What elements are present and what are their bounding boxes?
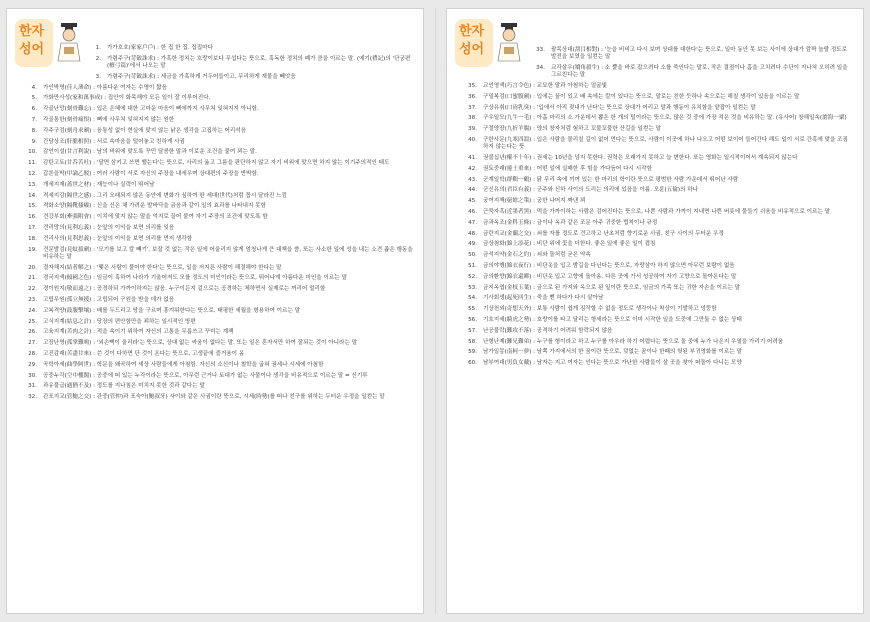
idiom-list-item [457, 274, 853, 281]
item-number: 14. [28, 192, 37, 199]
idiom-list-item [457, 166, 853, 173]
idiom-list-item [17, 214, 413, 221]
item-number: 26. [28, 329, 37, 336]
item-text: 격화소양(隔靴搔癢) : 신을 신은 채 가려운 발바닥을 긁음과 같이 일의 효과를 나타내지 못함 [43, 203, 266, 210]
item-text: 금의환향(錦衣還鄕) : 비단옷 입고 고향에 돌아옴. 다른 곳에 가서 성공하여 자기 고향으로 돌아온다는 말 [483, 273, 737, 280]
idiom-list-item [17, 193, 413, 200]
item-text: 가인박명(佳人薄命) : 아름다운 여자는 수명이 짧음 [43, 84, 167, 91]
idiom-list-item [457, 263, 853, 270]
item-text: 결자해지(結者解之) : '맺은 사람이 풀어야 한다'는 뜻으로, 일을 저지른 사람이 해결해야 한다는 말 [43, 264, 282, 271]
item-number: 42. [468, 165, 477, 172]
idiom-list-item [17, 340, 413, 347]
idiom-list-item [457, 94, 853, 101]
idiom-list-item [17, 319, 413, 326]
idiom-list-item [457, 328, 853, 335]
idiom-list-item [17, 171, 413, 178]
item-number: 31. [28, 383, 37, 390]
item-number: 38. [468, 115, 477, 122]
item-number: 55. [468, 306, 477, 313]
item-text: 개세지재(蓋世之材) : 재능이나 실력이 뛰어남 [43, 181, 155, 188]
idiom-list-item [457, 115, 853, 122]
item-text: 구절양장(九折羊腸) : 양의 창자처럼 험하고 꼬불꼬불한 산길을 일컫는 말 [483, 126, 661, 133]
idiom-list-item [17, 106, 413, 113]
idiom-list-item [457, 349, 853, 356]
item-number: 39. [468, 126, 477, 133]
idiom-list-item [457, 105, 853, 112]
item-text: 군신유의(君臣有義) : 군주와 신하 사이의 도리는 의리에 있음을 이름. 오륜(五倫)의 하나 [483, 187, 699, 194]
item-number: 53. [468, 284, 477, 291]
idiom-list-item [457, 360, 853, 367]
item-text: 견리사의(見利思義) : 눈앞의 이익을 보면 의리를 먼저 생각함 [43, 235, 193, 242]
idiom-list-item [457, 137, 853, 151]
item-text: 각골통한(刻骨痛恨) : 뼈에 사무쳐 잊혀지지 않는 원한 [43, 116, 175, 123]
item-text: 가렴주구(苛斂誅求) : 가혹한 정치는 호랑이보다 무섭다는 뜻으로, 혹독한 정치의 폐가 큼을 이르는 말. (예기(禮記)의 '단궁편(檀弓篇)'에서 나오는 말 [107, 55, 411, 69]
idiom-list-item [17, 286, 413, 293]
idiom-list-item [457, 209, 853, 216]
idiom-list-item [457, 198, 853, 205]
item-text: 가화만사성(家和萬事成) : 집안이 화목해야 모든 일이 잘 이루어진다. [43, 95, 211, 102]
item-number: 33. [536, 47, 545, 53]
item-text: 감탄고토(甘呑苦吐) : '달면 삼키고 쓰면 뱉는다'는 뜻으로, 사리의 옳고 그름을 판단하지 않고 자기 비위에 맞으면 하지 않는 이기주의적인 태도 [43, 160, 390, 167]
idiom-list-item [457, 295, 853, 302]
item-number: 16. [28, 214, 37, 221]
item-number: 5. [31, 95, 37, 102]
item-text: 구상유취(口尙乳臭) : '입에서 아직 젖내가 난다'는 뜻으로 상대가 어리고 말과 행동이 유치함을 얕잡아 일컫는 말 [483, 104, 756, 111]
item-number: 10. [28, 149, 37, 156]
item-number: 9. [31, 138, 37, 145]
item-text: 경국지색(傾國之色) : 임금이 혹하여 나라가 기울어져도 모를 정도의 미인이라는 뜻으로, 뛰어나게 아름다운 미인을 이르는 말 [43, 275, 347, 282]
item-number: 25. [28, 318, 37, 325]
item-number: 28. [28, 350, 37, 357]
idiom-list-item [17, 74, 413, 81]
item-number: 49. [468, 241, 477, 248]
item-number: 2. [95, 55, 101, 62]
item-text: 교각살우(矯角殺牛) : 소 뿔을 바로 잡으려다 소를 죽인다는 말로, 작은 결점이나 흠을 고치려다 수단이 지나쳐 오히려 일을 그르친다는 말 [551, 65, 848, 79]
item-number: 58. [468, 338, 477, 345]
idiom-list-item [457, 241, 853, 248]
idiom-list-item [17, 128, 413, 135]
item-number: 44. [468, 187, 477, 194]
idiom-list-item [17, 95, 413, 102]
idiom-list-item [17, 247, 413, 261]
item-number: 59. [468, 349, 477, 356]
item-number: 22. [28, 286, 37, 293]
item-text: 경이원지(敬而遠之) : 공경하되 가까이하지는 않음. 누구이든지 겉으로는 공경하는 체하면서 실제로는 꺼리어 멀리함 [43, 286, 326, 293]
item-number: 17. [28, 224, 37, 231]
idiom-list-item [17, 308, 413, 315]
idiom-list-item [457, 252, 853, 259]
item-number: 51. [468, 262, 477, 269]
item-text: 구우일모(九牛一毛) : 아홉 마리의 소 가운데서 뽑은 한 개의 털이라는 뜻으로, 많은 것 중에 가장 적은 것을 비유하는 말. (유사어) 창해일속(滄海一粟) [483, 115, 847, 122]
idiom-list-item [17, 236, 413, 243]
idiom-list-item [17, 373, 413, 380]
right-page [446, 8, 864, 614]
item-number: 27. [28, 340, 37, 347]
item-text: 금과옥조(金科玉條) : 금이나 옥과 같은 조문 아주 귀중한 법칙이나 규정 [483, 219, 658, 226]
item-number: 35. [468, 83, 477, 89]
item-number: 30. [28, 372, 37, 379]
item-number: 43. [468, 176, 477, 183]
item-number: 8. [31, 127, 37, 134]
idiom-list-item [457, 339, 853, 346]
item-text: 남가일몽(南柯一夢) : 남쪽 가지에서의 한 꿈이란 뜻으로, 덧없는 꿈이나 한때의 헛된 부귀영화를 이르는 말 [483, 349, 742, 356]
item-number: 11. [28, 160, 37, 167]
item-text: 감언이설(甘言利說) : 남의 비위에 맞도록 꾸민 달콤한 말과 이로운 조건을 붙여 꾀는 말. [43, 149, 257, 156]
idiom-list-item [457, 220, 853, 227]
item-text: 교언영색(巧言令色) : 교묘한 말과 아첨하는 얼굴빛 [483, 83, 607, 89]
item-text: 구한사문(九寒四溫) : 입은 사람을 물리칠 길이 없어 먼다는 뜻으로, 사람이 이곳에 하나 나오고 어떤 보이어 들어간다 해도 일이 서로 간혹에 맞을 조짐하지 않는다는 뜻 [483, 136, 848, 151]
item-text: 고육지계(苦肉之計) : 적을 속이기 위하여 자신의 고통을 무릅쓰고 꾸미는 계책 [43, 329, 234, 336]
item-number: 34. [536, 65, 545, 71]
item-text: 구밀복검(口蜜腹劍) : 입에는 꿀이 있고 배 속에는 칼이 있다는 뜻으로, 말로는 친한 듯하나 속으로는 해칠 생각이 있음을 이르는 말 [483, 93, 800, 100]
item-number: 52. [468, 273, 477, 280]
idiom-list-item [17, 329, 413, 336]
item-text: 각골난망(刻骨難忘) : 입은 은혜에 대한 고마운 마음이 뼈에까지 사무쳐 잊혀지지 아니함. [43, 106, 259, 113]
idiom-list-item [17, 182, 413, 189]
idiom-list-item [457, 83, 853, 90]
item-text: 견강부회(牽强附會) : 이치에 맞지 않는 말을 억지로 끌어 붙여 자기 주장의 조건에 맞도록 함 [43, 214, 268, 221]
item-number: 23. [28, 296, 37, 303]
idiom-list-item [17, 351, 413, 358]
item-text: 견문발검(見蚊拔劍) : '모기를 보고 칼 빼기', 보잘 것 없는 작은 일에 어울리지 않게 엄청나게 큰 대책을 씀, 또는 사소한 일에 성을 내는 소견 좁은 행동을 비유하는 말 [43, 246, 413, 260]
item-number: 6. [31, 106, 37, 113]
idiom-list-item [17, 265, 413, 272]
item-text: 금란지교(金蘭之交) : 쇠를 자를 정도로 견고하고 난초처럼 향기로운 사귐, 친구 사이의 두터운 우정 [483, 230, 724, 237]
idiom-list-item [457, 47, 853, 61]
item-number: 15. [28, 203, 37, 210]
item-text: 각주구검(刻舟求劍) : 융통성 없이 현실에 맞지 않는 낡은 생각을 고집하는 어리석음 [43, 127, 247, 134]
item-text: 견리망의(見利忘義) : 눈앞의 이익을 보면 의리를 잊음 [43, 224, 175, 231]
idiom-list-item [457, 155, 853, 162]
item-text: 남부여대(男負女戴) : 남자는 지고 여자는 인다는 뜻으로 가난한 사람들이 살 곳을 찾아 떠돌아 다니는 모양 [483, 360, 742, 367]
item-text: 기호지세(騎虎之勢) : 호랑이를 타고 달리는 형세라는 뜻으로 이미 시작한 일을 도중에 그만둘 수 없는 상태 [483, 316, 742, 323]
idiom-list-item [17, 45, 413, 52]
item-number: 37. [468, 104, 477, 111]
badge-line2: 성어 [19, 42, 45, 57]
item-number: 54. [468, 295, 477, 302]
item-number: 7. [31, 116, 37, 123]
badge-line1: 한자 [459, 24, 485, 39]
item-number: 41. [468, 154, 477, 161]
idiom-list-item [457, 126, 853, 133]
idiom-list-item [457, 306, 853, 313]
idiom-list-item [457, 231, 853, 238]
page-gutter [435, 8, 436, 614]
item-number: 20. [28, 264, 37, 271]
idiom-list-item [17, 56, 413, 70]
item-text: 공중누각(空中樓閣) : 공중에 떠 있는 누각이라는 뜻으로, 아무런 근거나 토대가 없는 사물이나 생각을 비유적으로 이르는 말 = 신기루 [43, 372, 368, 379]
item-number: 56. [468, 316, 477, 323]
item-text: 권불십년(權不十年) : 권세는 10년을 넘지 못한다. 권력은 오래가지 못하고 늘 변한다. 또는 영화는 일시적이어서 계속되지 않는다 [483, 154, 798, 161]
left-page [6, 8, 424, 614]
item-text: 기상천외(奇想天外) : 보통 사람이 쉽게 짐작할 수 없을 정도로 생각이나 착상이 기발하고 엉뚱함 [483, 306, 717, 313]
item-text: 괄목상대(刮目相對) : '눈을 비비고 다시 보며 상대를 대한다'는 뜻으로, 일마 동안 못 보는 사이에 상대가 깜짝 놀랄 정도로 발전을 보였을 일컫는 말 [551, 47, 848, 61]
idiom-list-right [457, 47, 853, 371]
idiom-list-item [17, 275, 413, 282]
idiom-list-left [17, 42, 413, 405]
item-number: 12. [28, 170, 37, 177]
item-number: 48. [468, 230, 477, 237]
item-number: 13. [28, 181, 37, 188]
item-number: 57. [468, 327, 477, 334]
item-number: 40. [468, 136, 477, 143]
item-text: 가렴주구(苛斂誅求) : 세금을 가혹하게 거두어들이고, 무리하게 재물을 빼앗음 [107, 73, 296, 80]
item-number: 47. [468, 219, 477, 226]
item-number: 18. [28, 235, 37, 242]
item-text: 군계일학(群鷄一鶴) : 닭 무리 속에 끼여 있는 한 마리의 학이란 뜻으로 평범한 사람 가운데서 뛰어난 사람 [483, 176, 739, 183]
item-number: 19. [28, 246, 37, 253]
badge-line2: 성어 [459, 42, 485, 57]
idiom-list-item [17, 362, 413, 369]
idiom-list-item [17, 149, 413, 156]
item-text: 고식지계(姑息之計) : 당장의 편안함만을 꾀하는 일시적인 방편 [43, 318, 196, 325]
item-number: 50. [468, 252, 477, 259]
item-text: 고장난명(孤掌難鳴) : '외손뼉이 울리라'는 뜻으로, 상대 없는 싸움이 없다는 말. 또는 일은 혼자서만 하여 잘되는 것이 아니라는 말 [43, 340, 358, 347]
badge-line1: 한자 [19, 24, 45, 39]
item-text: 난형난제(難兄難弟) : 누구를 형이라고 하고 누구를 아우라 하기 어렵다는 뜻으로 둘 중에 누가 나은지 우열을 가리기 어려움 [483, 338, 784, 345]
item-number: 3. [95, 73, 101, 80]
idiom-list-item [457, 187, 853, 194]
idiom-list-item [17, 139, 413, 146]
item-text: 금지옥엽(金枝玉葉) : 금으로 된 가지와 옥으로 된 잎이란 뜻으로, 임금의 가족 또는 귀한 자손을 이르는 말 [483, 284, 741, 291]
item-text: 권토중래(捲土重來) : 어떤 일에 실패한 후 힘을 가다듬어 다시 시작함 [483, 165, 652, 172]
idiom-list-item [17, 394, 413, 401]
item-text: 과유불급(過猶不及) : 정도를 지나침은 미치지 못한 것과 같다는 말 [43, 383, 205, 390]
item-number: 32. [28, 394, 37, 401]
idiom-list-item [17, 297, 413, 304]
item-number: 45. [468, 198, 477, 205]
item-text: 금의야행(錦衣夜行) : 비단옷을 입고 밤길을 다닌다는 뜻으로, 자랑삼아 하지 않으면 아무런 보람이 없음 [483, 262, 735, 269]
idiom-list-item [17, 383, 413, 390]
idiom-list-item [17, 117, 413, 124]
item-text: 난공불락(難攻不落) : 공격하기 어려워 함락되지 않음 [483, 327, 613, 334]
item-text: 기사회생(起死回生) : 죽을 뻔 하다가 다시 살아남 [483, 295, 604, 302]
item-text: 고립무원(孤立無援) : 고립되어 구원을 받을 데가 없음 [43, 296, 175, 303]
item-number: 60. [468, 360, 477, 367]
idiom-list-item [457, 285, 853, 292]
item-text: 고복격양(鼓腹擊壤) : 배를 두드리고 땅을 구르며 흥겨워한다는 뜻으로, 태평한 세월을 형용하여 이르는 말 [43, 307, 301, 314]
item-number: 46. [468, 208, 477, 215]
item-number: 36. [468, 93, 477, 100]
item-number: 29. [28, 361, 37, 368]
idiom-list-item [457, 177, 853, 184]
item-number: 24. [28, 307, 37, 314]
item-number: 21. [28, 275, 37, 282]
item-text: 곡학아세(曲學阿世) : 학문을 왜곡하여 세상 사람들에게 아첨함. 자신의 소신이나 철학을 굽혀 권세나 시세에 아첨함 [43, 361, 324, 368]
item-text: 고진감래(苦盡甘來) : 쓴 것이 다하면 단 것이 온다는 뜻으로, 고생끝에 즐거움이 옴 [43, 350, 245, 357]
item-text: 금상첨화(錦上添花) : 비단 위에 꽃을 더한다. 좋은 일에 좋은 일이 겹침 [483, 241, 656, 248]
idiom-list-item [17, 225, 413, 232]
idiom-list-item [17, 85, 413, 92]
idiom-list-item [457, 317, 853, 324]
item-text: 관포지교(管鮑之交) : 관중(管仲)과 포숙아(鮑叔牙) 사이와 같은 사귐이란 뜻으로, 시세(時勢)를 떠나 친구를 위하는 두터운 우정을 일컫는 말 [43, 394, 385, 401]
item-text: 가가호호(家家戶戶) : 한 집 한 집. 집집마다 [107, 45, 213, 51]
item-number: 1. [95, 45, 101, 51]
idiom-list-item [457, 65, 853, 79]
item-text: 금석지약(金石之約) : 쇠와 돌처럼 굳은 약속 [483, 252, 591, 259]
item-text: 근묵자흑(近墨者黑) : 먹을 가까이하는 사람은 검어진다는 뜻으로, 나쁜 사람과 가까이 지내면 나쁜 버릇에 물들기 쉬움을 비유적으로 이르는 말 [483, 208, 831, 215]
idiom-list-item [17, 203, 413, 210]
item-text: 궁여지책(窮餘之策) : 궁한 나머지 짜낸 꾀 [483, 198, 586, 205]
item-text: 간담상조(肝膽相照) : 서로 속마음을 털어놓고 친하게 사귐 [43, 138, 185, 145]
item-text: 격세지감(隔世之感) : 그리 오래되지 않은 동안에 변화가 심하여 딴 세대(世代)처럼 몹시 달라진 느낌 [43, 192, 287, 199]
idiom-list-item [17, 160, 413, 167]
item-text: 갑론을박(甲論乙駁) : 여러 사람이 서로 자신의 주장을 내세우며 상대편의 주장을 반박함. [43, 170, 259, 177]
item-number: 4. [31, 84, 37, 91]
